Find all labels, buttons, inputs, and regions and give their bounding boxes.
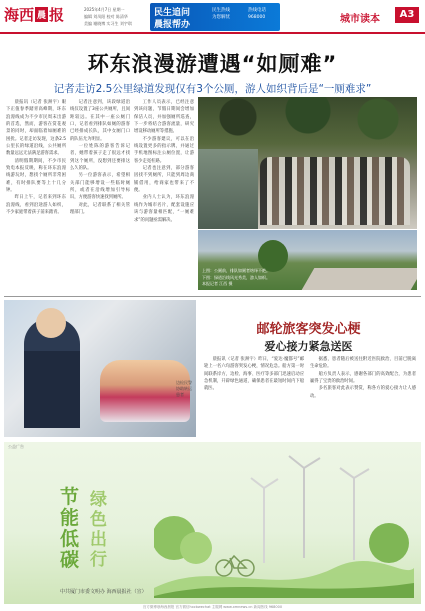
- main-subheadline: 记者走访2.5公里绿道发现仅有3个公厕，游人如织背后是“一厕难求”: [53, 83, 372, 95]
- wind-turbine-icon: [251, 478, 278, 563]
- main-headline[interactable]: 环东浪漫游遭遇“如厕难”: [87, 52, 338, 76]
- story1-paragraph: 另一位游客表示，希望相关部门能够增设一些临时厕所，或者在沿线增加引导标识，方便游客快速找到厕所。: [70, 173, 130, 201]
- photo-caption: [202, 268, 312, 288]
- story1-paragraph: 晨报讯（记者 张洲宇）眼下正值春季踏青高峰期，环东浪漫线成为不少市民周末出游的首选，然而，游客在赏花观景的同时，却面临着如厕难的困扰。记者走访发现，这条2.5公里长的绿道沿线，公共厕所数量远远无法满足游客需求。: [6, 100, 66, 157]
- wind-turbine-icon: [340, 468, 369, 560]
- masthead-designer: 美编 谢晓博 实习生 刘宇琪: [84, 21, 132, 26]
- wind-turbine-icon: [289, 456, 320, 558]
- banner-phone-label: 热线电话: [248, 8, 266, 13]
- ad-char: 出: [90, 530, 107, 550]
- story1-paragraph: 记者注意到，该段绿道沿线仅设置了3座公共厕所，且间距较远。在其中一座公厕门口，记者看到排队如厕的游客已经排成长队，其中女厕门口的队伍尤为明显。: [70, 100, 130, 142]
- ad-char: 绿: [90, 490, 107, 510]
- story2-paragraph: 多名旅客对此表示赞赏，称各方的爱心接力让人感动。: [310, 386, 416, 399]
- story1-paragraph: 清明假期期间，不少市民致电本报反映，称在环东浪漫线游玩时，想找个厕所非常困难，有时排队要等上十几分钟。: [6, 158, 66, 194]
- story1-column-1: [6, 99, 66, 289]
- story1-column-2: [70, 99, 130, 289]
- story1-column-3: [134, 99, 194, 289]
- photo-patient-transfer[interactable]: [4, 300, 196, 437]
- caption-line: 上图：公厕前，排队如厕者络绎不绝。: [202, 268, 270, 273]
- ad-sponsor: 中共厦门市委文明办 海西晨报社（宣）: [60, 589, 147, 595]
- masthead-editor: 编辑 刘凤阳 校对 陈清华: [84, 14, 128, 19]
- ad-char: 行: [90, 550, 107, 570]
- banner-sub-1: 民生热线: [212, 8, 230, 13]
- photo-queue-at-toilet[interactable]: [198, 97, 417, 229]
- caption-credit: 本报记者 江西 摄: [202, 281, 233, 286]
- story1-paragraph: 对此，记者联系了相关管理部门。: [70, 202, 130, 216]
- story1-paragraph: 记者也注意到，部分游客因找不到厕所，只能到周边商铺借用，给商家也带来了不便。: [134, 166, 194, 194]
- photo-inset-road: [302, 268, 417, 290]
- masthead-meta: [84, 6, 146, 27]
- ad-title-energy-saving: [60, 487, 86, 571]
- ad-char: 低: [60, 528, 80, 550]
- banner-subtitle: [212, 7, 230, 21]
- story2-paragraph: 据悉，患者随后被送往附近医院救治，目前已脱离生命危险。: [310, 357, 416, 370]
- section-divider: [4, 296, 421, 297]
- ad-illustration: [154, 448, 414, 598]
- story1-paragraph: 一位姓陈的游客告诉记者，她带着孩子走了很远才找到这个厕所，没想到还要排这么久的队。: [70, 144, 130, 172]
- story1-paragraph: 业内人士认为，环东浪漫线作为城市名片，配套设施应该与游客量相匹配，“一厕难求”的问题亟需解决。: [134, 195, 194, 223]
- banner-phone-number: 968000: [248, 15, 266, 20]
- masthead: [0, 0, 425, 34]
- photo2-caption: 边检民警协助转运患者: [176, 380, 192, 397]
- story2-paragraph: 晨报讯（记者 张洲宇）昨日，“爱达·魔都号”邮轮上一名六旬游客突发心梗，情况危急。船方第一时间联系岸方，边检、海事、医疗等多部门迅速启动应急机制，开辟绿色通道，确保患者在最短时间内下船就医。: [204, 357, 304, 392]
- story2-paragraph: 船方负责人表示，感谢各部门的高效配合，为患者赢得了宝贵的救治时间。: [310, 371, 416, 385]
- logo-mark: 晨: [35, 7, 48, 22]
- public-service-ad[interactable]: [4, 442, 421, 604]
- section-label: 城市读本: [340, 14, 380, 25]
- ad-char: 色: [90, 510, 107, 530]
- banner-phone: [248, 7, 266, 21]
- leaf-swirl-icon: [154, 561, 414, 598]
- story2-subheadline: 爱心接力紧急送医: [264, 340, 353, 353]
- photo-toilet-building: [198, 149, 258, 229]
- photo-queue-people: [260, 157, 410, 225]
- page-footer: 官方微博@海西晨报 官方微信hxcbwechat 主服网 www.xmnews.cn 新闻热线 968000: [142, 605, 283, 609]
- ad-tag: 公益广告: [8, 444, 24, 449]
- logo-right: 报: [49, 6, 65, 24]
- logo-left: 海西: [4, 6, 35, 24]
- tree-icon: [154, 516, 409, 564]
- ad-title-green-travel: [90, 490, 112, 570]
- story2-headline[interactable]: 邮轮旅客突发心梗: [256, 322, 361, 337]
- newspaper-logo: [4, 4, 84, 28]
- masthead-date: 2025年4月7日 星期一: [84, 7, 125, 12]
- page-number-badge: A3: [395, 7, 419, 23]
- ad-char: 碳: [60, 549, 80, 571]
- ad-char: 节: [60, 486, 80, 508]
- caption-line: 下图：绿道沿线风光秀美，游人如织。: [202, 274, 270, 280]
- story1-paragraph: 不少游客建议，可以在沿线设置更多的指示牌，并通过手机地图标注公厕位置，让游客少走冤枉路。: [134, 136, 194, 164]
- banner-title-1: 民生追问: [154, 8, 191, 18]
- ad-char: 能: [60, 507, 80, 529]
- banner-sub-2: 为您解忧: [212, 15, 230, 20]
- photo-trees: [198, 97, 417, 149]
- story2-column-2: [310, 356, 416, 438]
- bicycle-icon: [216, 556, 254, 576]
- photo-officer-head: [36, 308, 66, 338]
- story2-column-1: [204, 356, 304, 438]
- banner-title-2: 晨报帮办: [154, 20, 191, 30]
- story1-paragraph: 工作人员表示，已经注意到该问题，节假日期间会增加保洁人员，并加强厕所巡查，下一步将结合游客流量，研究增设移动厕所等措施。: [134, 100, 194, 135]
- hotline-banner[interactable]: [150, 3, 280, 31]
- story1-paragraph: 昨日上午，记者来到环东浪漫线，看到沿途游人如织，不少家庭带着孩子前来踏青。: [6, 195, 66, 216]
